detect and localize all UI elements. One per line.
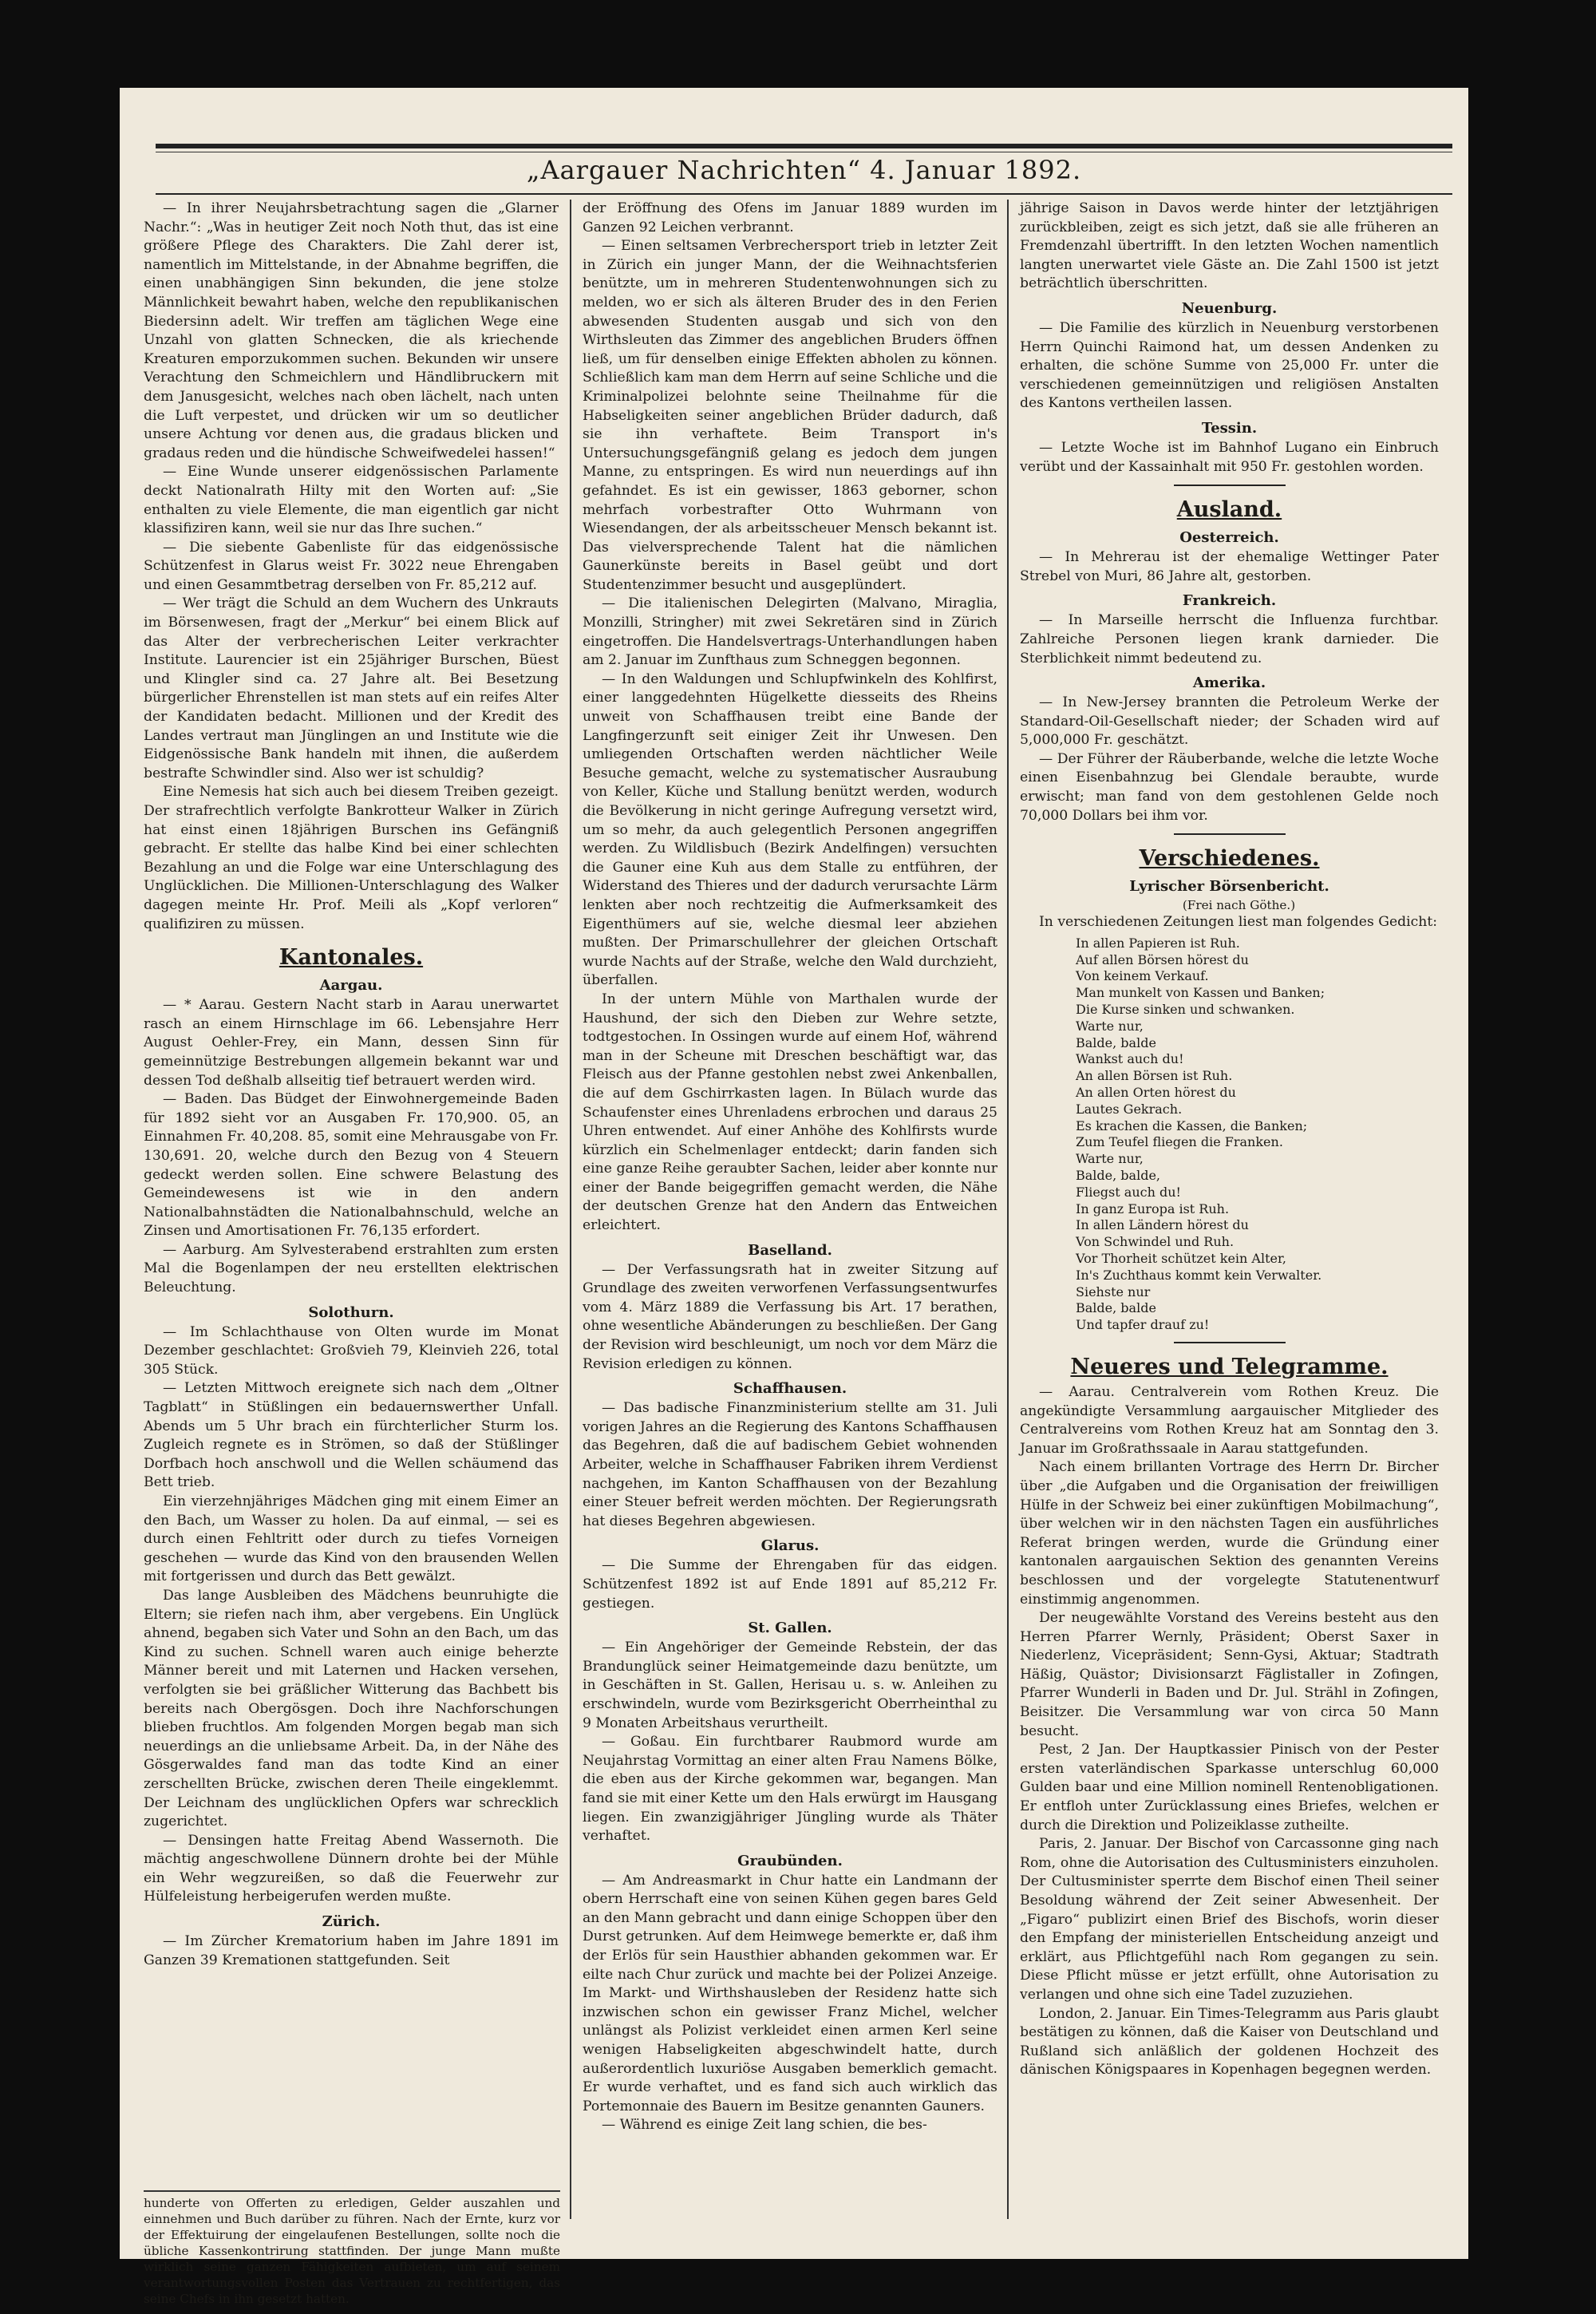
- poem-line: Man munkelt von Kassen und Banken;: [1076, 985, 1325, 1001]
- poem-line: An allen Börsen ist Ruh.: [1076, 1068, 1233, 1084]
- header-rule: [156, 193, 1452, 195]
- poem-line: Balde, balde: [1076, 1034, 1156, 1050]
- poem: [1076, 935, 1439, 1334]
- column-1: [144, 200, 559, 2219]
- article-paragraph: jährige Saison in Davos werde hinter der letztjährigen zurückbleiben, zeigt es sich jetzt, daß sie alle früheren an Fremdenzahl übertrifft. In den letzten Wochen namentlich langten unerwartet viele Gäste an. Die Zahl 1500 ist jetzt beträchtlich überschritten.: [1020, 200, 1439, 292]
- subsection-heading: Solothurn.: [308, 1303, 394, 1321]
- page-header: „Aargauer Nachrichten“ 4. Januar 1892.: [526, 155, 1082, 185]
- subsection-heading: Schaffhausen.: [733, 1380, 847, 1398]
- subsection-heading: Graubünden.: [737, 1852, 843, 1869]
- article-paragraph: — Densingen hatte Freitag Abend Wassernoth. Die mächtig angeschwollene Dünnern drohte bei der Mühle ein Wehr wegzureißen, so daß die Feuerwehr zur Hülfeleistung herbeigerufen werden mußte.: [144, 1832, 559, 1905]
- column-2: [583, 200, 998, 2219]
- subsection-heading: Frankreich.: [1182, 592, 1277, 610]
- subsection-heading: Zürich.: [322, 1913, 381, 1931]
- subsection-heading: Oesterreich.: [1179, 529, 1279, 547]
- column-divider: [1007, 200, 1009, 2219]
- article-paragraph: Der neugewählte Vorstand des Vereins besteht aus den Herren Pfarrer Wernly, Präsident; Oberst Saxer in Niederlenz, Vicepräsident; Senn-Gysi, Aktuar; Stadtrath Häßig, Quästor; Divisionsarzt Fäglistaller in Zofingen, Pfarrer Wunderli in Baden und Dr. Jul. Strähl in Zofingen, Beisitzer. Die Versammlung war von circa 50 Mann besucht.: [1020, 1610, 1439, 1739]
- article-paragraph: — Am Andreasmarkt in Chur hatte ein Landmann der obern Herrschaft eine von seinen Kühen gegen bares Geld an den Mann gebracht und dann einige Schoppen über den Durst getrunken. Auf dem Heimwege bemerkte er, daß ihm der Erlös für sein Hausthier abhanden gekommen war. Er eilte nach Chur zurück und machte bei der Polizei Anzeige. Im Markt- und Wirthshausleben der Residenz hatte sich inzwischen schon ein gewisser Franz Michel, welcher unlängst als Polizist verkleidet einen armen Kerl seine wenigen Habseligkeiten abgeschwindelt hatte, durch außerordentlich luxuriöse Ausgaben bemerklich gemacht. Er wurde verhaftet, und es fand sich auch wirklich das Portemonnaie des Bauern im Besitze genannten Gauners.: [583, 1872, 998, 2114]
- article-paragraph: — Im Schlachthause von Olten wurde im Monat Dezember geschlachtet: Großvieh 79, Kleinvieh 226, total 305 Stück.: [144, 1323, 559, 1378]
- subsection-heading: St. Gallen.: [748, 1620, 832, 1637]
- poem-line: Balde, balde,: [1076, 1168, 1160, 1183]
- article-paragraph: — Ein Angehöriger der Gemeinde Rebstein, der das Brandunglück seiner Heimatgemeinde dazu benützte, um in Geschäften in St. Gallen, Herisau u. s. w. Anleihen zu erschwindeln, wurde vom Bezirksgericht Oberrheinthal zu 9 Monaten Arbeitshaus verurtheilt.: [583, 1640, 998, 1731]
- poem-line: In allen Papieren ist Ruh.: [1076, 935, 1240, 951]
- poem-line: Warte nur,: [1076, 1018, 1144, 1034]
- article-paragraph: — Eine Wunde unserer eidgenössischen Parlamente deckt Nationalrath Hilty mit den Worten auf: „Sie enthalten zu viele Elemente, die man eigentlich gar nicht klassifiziren kann, weil sie nur das Ihre suchen.“: [144, 464, 559, 537]
- article-paragraph: — Während es einige Zeit lang schien, die bes-: [602, 2117, 927, 2134]
- article-paragraph: Paris, 2. Januar. Der Bischof von Carcassonne ging nach Rom, ohne die Autorisation des Cultusministers einzuholen. Der Cultusminister sperrte dem Bischof einen Theil seiner Besoldung während der Zeit seiner Abwesenheit. Der „Figaro“ publizirt einen Brief des Bischofs, worin dieser den Empfang der ministeriellen Entscheidung anzeigt und erklärt, aus Pflichtgefühl nach Rom gegangen zu sein. Diese Pflicht müsse er jetzt erfüllt, ohne Autorisation zu verlangen und ohne sich eine Tadel zuzuziehen.: [1020, 1836, 1439, 2003]
- poem-line: Lautes Gekrach.: [1076, 1101, 1183, 1117]
- section-heading: Neueres und Telegramme.: [1070, 1354, 1389, 1379]
- article-paragraph: — Einen seltsamen Verbrechersport trieb in letzter Zeit in Zürich ein junger Mann, der die Weihnachtsferien benützte, um in mehreren Studentenwohnungen sich zu melden, wo er sich als älteren Bruder des in den Ferien abwesenden Studenten ausgab und sich von den Wirthsleuten das Zimmer des angeblichen Bruders öffnen ließ, um für denselben einige Effekten abholen zu können. Schließlich kam man dem Herrn auf seine Schliche und die Kriminalpolizei belohnte seine Theilnahme für die Habseligkeiten seiner angeblichen Brüder dadurch, daß sie ihn verhaftete. Beim Transport in's Untersuchungsgefängniß gelang es jedoch dem jungen Manne, zu entspringen. Es wird nun neuerdings auf ihn gefahndet. Es ist ein gewisser, 1863 geborner, schon mehrfach vorbestrafter Otto Wuhrmann von Wiesendangen, der als arbeitsscheuer Mensch bekannt ist. Das vielversprechende Talent hat die nämlichen Gaunerkünste bereits in Basel geübt und dort Studentenzimmer besucht und ausgeplündert.: [583, 238, 998, 593]
- article-paragraph: Nach einem brillanten Vortrage des Herrn Dr. Bircher über „die Aufgaben und die Organisation der freiwilligen Hülfe in der Schweiz bei einer zukünftigen Mobilmachung“, über welchen wir in den nächsten Tagen ein ausführliches Referat bringen werden, wurde die Gründung einer kantonalen aargauischen Sektion des genannten Vereins beschlossen und der vorgelegte Statutenentwurf einstimmig angenommen.: [1020, 1459, 1439, 1608]
- article-paragraph: Pest, 2 Jan. Der Hauptkassier Pinisch von der Pester ersten vaterländischen Sparkasse unterschlug 60,000 Gulden baar und eine Million nominell Rentenobligationen. Er entfloh unter Zurücklassung eines Briefes, welchen er durch die Direktion und Polizeiklasse zutheilte.: [1020, 1742, 1439, 1833]
- poem-line: Und tapfer drauf zu!: [1076, 1317, 1210, 1333]
- section-separator: [1174, 485, 1286, 486]
- poem-intro: In verschiedenen Zeitungen liest man folgendes Gedicht:: [1039, 914, 1438, 931]
- section-heading: Ausland.: [1176, 497, 1282, 523]
- article-paragraph: Das lange Ausbleiben des Mädchens beunruhigte die Eltern; sie riefen nach ihm, aber vergebens. Ein Unglück ahnend, begaben sich Vater und Sohn an den Bach, um das Kind zu suchen. Schnell waren auch einige beherzte Männer bereit und mit Laternen und Hacken versehen, verfolgten sie bei gräßlicher Witterung das Bachbett bis bereits nach Obergösgen. Doch ihre Nachforschungen blieben fruchtlos. Am folgenden Morgen begab man sich neuerdings an die unliebsame Arbeit. Da, in der Nähe des Gösgerwaldes fand man das todte Kind an einer zerschellten Brücke, zwischen deren Theile eingeklemmt. Der Leichnam des unglücklichen Opfers war schrecklich zugerichtet.: [144, 1587, 559, 1830]
- subsection-heading: Baselland.: [748, 1241, 832, 1259]
- column-divider: [570, 200, 571, 2219]
- feuilleton-rule: [144, 2190, 560, 2192]
- section-separator: [1174, 1342, 1286, 1343]
- article-paragraph: — Die Familie des kürzlich in Neuenburg verstorbenen Herrn Quinchi Raimond hat, um dessen Andenken zu erhalten, die schöne Summe von 25,000 Fr. unter die verschiedenen gemeinnützigen und religiösen Anstalten des Kantons vertheilen lassen.: [1020, 319, 1439, 412]
- feuilleton-text: hunderte von Offerten zu erledigen, Gelder auszahlen und einnehmen und Buch darüber zu führen. Nach der Ernte, kurz vor der Effektuirung der eingelaufenen Bestellungen, sollte noch die übliche Kassenkontrirung stattfinden. Der junge Mann mußte wirklich seine ganzen Fähigkeiten aufbieten, um auf seinem verantwortungsvollen Posten das Vertrauen zu rechtfertigen, das seine Chefs in ihn gesetzt hatten.: [144, 2196, 560, 2306]
- article-paragraph: — * Aarau. Gestern Nacht starb in Aarau unerwartet rasch an einem Hirnschlage im 66. Lebensjahre Herr August Oehler-Frey, ein Mann, dessen Sinn für gemeinnützige Bestrebungen allgemein bekannt war und dessen Tod deßhalb allseitig tief betrauert werden wird.: [144, 997, 559, 1089]
- feuilleton-fragment: [144, 2195, 560, 2306]
- article-paragraph: — Aarau. Centralverein vom Rothen Kreuz. Die angekündigte Versammlung aargauischer Mitglieder des Centralvereins vom Rothen Kreuz hat am Sonntag den 3. Januar im Großrathssaale in Aarau stattgefunden.: [1020, 1383, 1439, 1457]
- article-paragraph: — In Marseille herrscht die Influenza furchtbar. Zahlreiche Personen liegen krank darnieder. Die Sterblichkeit nimmt bedeutend zu.: [1020, 612, 1439, 667]
- newspaper-page: [120, 88, 1468, 2306]
- subsection-heading: Amerika.: [1192, 674, 1266, 692]
- article-paragraph: — Die Summe der Ehrengaben für das eidgen. Schützenfest 1892 ist auf Ende 1891 auf 85,212 Fr. gestiegen.: [583, 1557, 998, 1612]
- poem-line: Es krachen die Kassen, die Banken;: [1076, 1117, 1308, 1133]
- article-paragraph: Eine Nemesis hat sich auch bei diesem Treiben gezeigt. Der strafrechtlich verfolgte Bankrotteur Walker in Zürich hat einst einen 18jährigen Burschen ins Gefängniß gebracht. Er stellte das halbe Kind bei einer schlechten Bezahlung an und die Folge war eine Unterschlagung des Unglücklichen. Die Millionen-Unterschlagung des Walker dagegen meinte Hr. Prof. Meili als „Kopf verloren“ qualifiziren zu müssen.: [144, 784, 559, 932]
- poem-line: Balde, balde: [1076, 1300, 1156, 1316]
- article-paragraph: — Das badische Finanzministerium stellte am 31. Juli vorigen Jahres an die Regierung des Kantons Schaffhausen das Begehren, daß die auf badischem Gebiet wohnenden Arbeiter, welche in Schaffhauser Fabriken ihrem Verdienst nachgehen, im Kanton Schaffhausen von der Bezahlung einer Steuer befreit werden möchten. Der Regierungsrath hat dieses Begehren abgewiesen.: [583, 1400, 998, 1529]
- poem-line: Wankst auch du!: [1076, 1051, 1184, 1067]
- poem-title: Lyrischer Börsenbericht.: [1129, 878, 1329, 896]
- article-paragraph: — Wer trägt die Schuld an dem Wuchern des Unkrauts im Börsenwesen, fragt der „Merkur“ bei einem Blick auf das Alter der verbrecherischen Leiter verkrachter Institute. Laurencier ist ein 25jähriger Burschen, Büest und Klingler sind ca. 27 Jahre alt. Bei Besetzung bürgerlicher Ehrenstellen ist man stets auf ein reifes Alter der Kandidaten bedacht. Millionen und der Kredit des Landes vertraut man Jünglingen an und Institute wie die Eidgenössische Bank handeln mit ihnen, die außerdem bestrafte Schwindler sind. Also wer ist schuldig?: [144, 595, 559, 781]
- top-rule: [156, 144, 1452, 148]
- column-3: [1020, 200, 1439, 2219]
- poem-line: Auf allen Börsen hörest du: [1076, 951, 1249, 967]
- article-paragraph: In der untern Mühle von Marthalen wurde der Haushund, der sich den Dieben zur Wehre setzte, todtgestochen. In Ossingen wurde auf einem Hof, während man in der Scheune mit Dreschen beschäftigt war, das Fleisch aus der Pfanne gestohlen nebst zwei Ankenballen, die auf dem Gschirrkasten lagen. In Bülach wurde das Schaufenster eines Uhrenladens erbrochen und daraus 25 Uhren entwendet. Auf einer Anhöhe des Kohlfirsts wurde kürzlich ein Schelmenlager entdeckt; darin fanden sich eine ganze Reihe geraubter Sachen, leider aber konnte nur einer der Bande beigegriffen gemacht werden, die Nähe der deutschen Grenze hat den Andern das Entweichen erleichtert.: [583, 991, 998, 1234]
- article-paragraph: — In ihrer Neujahrsbetrachtung sagen die „Glarner Nachr.“: „Was in heutiger Zeit noch Noth thut, das ist eine größere Pflege des Charakters. Die Zahl derer ist, namentlich im Mittelstande, in der Abnahme begriffen, die einen unabhängigen Sinn bekunden, die jene stolze Männlichkeit bewahrt haben, welche den republikanischen Biedersinn adelt. Wir treffen am täglichen Wege eine Unzahl von glatten Schnecken, die als kriechende Kreaturen emporzukommen suchen. Bekunden wir unsere Verachtung den Schmeichlern und Händlibruckern mit dem Janusgesicht, welches nach oben lächelt, nach unten die Luft verpestet, und drücken wir um so deutlicher unsere Achtung vor denen aus, die gradaus blicken und gradaus reden und die hündische Schweifwedelei hassen!“: [144, 200, 559, 461]
- poem-subtitle: (Frei nach Göthe.): [1182, 898, 1296, 913]
- poem-line: Zum Teufel fliegen die Franken.: [1076, 1134, 1283, 1150]
- poem-line: Von keinem Verkauf.: [1076, 968, 1209, 984]
- poem-line: In's Zuchthaus kommt kein Verwalter.: [1076, 1267, 1322, 1283]
- article-paragraph: Ein vierzehnjähriges Mädchen ging mit einem Eimer an den Bach, um Wasser zu holen. Da auf einmal, — sei es durch einen Fehltritt oder durch zu tiefes Vorneigen geschehen — wurde das Kind von den brausenden Wellen mit fortgerissen und durch das Bett gewälzt.: [144, 1493, 559, 1585]
- poem-line: Von Schwindel und Ruh.: [1076, 1234, 1235, 1250]
- subsection-heading: Tessin.: [1201, 419, 1258, 437]
- poem-line: Vor Thorheit schützet kein Alter,: [1076, 1250, 1286, 1266]
- subsection-heading: Neuenburg.: [1181, 299, 1278, 317]
- article-paragraph: — Die siebente Gabenliste für das eidgenössische Schützenfest in Glarus weist Fr. 3022 neue Ehrengaben und einen Gesammtbetrag derselben von Fr. 85,212 auf.: [144, 539, 559, 593]
- article-paragraph: — In New-Jersey brannten die Petroleum Werke der Standard-Oil-Gesellschaft nieder; der Schaden wird auf 5,000,000 Fr. geschätzt.: [1020, 694, 1439, 749]
- article-paragraph: — Goßau. Ein furchtbarer Raubmord wurde am Neujahrstag Vormittag an einer alten Frau Namens Bölke, die eben aus der Kirche gekommen war, begangen. Man fand sie mit einer Kette um den Hals erwürgt im Hausgang liegen. Ein zwanzigjähriger Jüngling wurde als Thäter verhaftet.: [583, 1734, 998, 1845]
- subsection-heading: Glarus.: [760, 1537, 820, 1555]
- article-paragraph: — Der Verfassungsrath hat in zweiter Sitzung auf Grundlage des zweiten verworfenen Verfassungsentwurfes vom 4. März 1889 die Verfassung bis Art. 17 berathen, ohne wesentliche Abänderungen zu beschließen. Der Gang der Revision wird beschleunigt, um noch vor dem März die Revision erledigen zu können.: [583, 1261, 998, 1372]
- article-paragraph: — Der Führer der Räuberbande, welche die letzte Woche einen Eisenbahnzug bei Glendale beraubte, wurde erwischt; man fand von dem gestohlenen Gelde noch 70,000 Dollars bei ihm vor.: [1020, 750, 1439, 824]
- poem-line: Fliegst auch du!: [1076, 1184, 1181, 1200]
- poem-line: Die Kurse sinken und schwanken.: [1076, 1002, 1295, 1018]
- article-paragraph: — In Mehrerau ist der ehemalige Wettinger Pater Strebel von Muri, 86 Jahre alt, gestorben.: [1020, 549, 1439, 584]
- subsection-heading: Aargau.: [319, 977, 383, 995]
- poem-line: An allen Orten hörest du: [1076, 1085, 1236, 1101]
- section-separator: [1174, 833, 1286, 835]
- article-paragraph: — In den Waldungen und Schlupfwinkeln des Kohlfirst, einer langgedehnten Hügelkette diesseits des Rheins unweit von Schaffhausen treibt eine Bande der Langfingerzunft seit einiger Zeit ihr Unwesen. Den umliegenden Ortschaften werden nächtlicher Weile Besuche gemacht, welche zu systematischer Ausraubung von Keller, Küche und Stallung benützt werden, wodurch die Bevölkerung in nicht geringe Aufregung versetzt wird, um so mehr, da auch gelegentlich Personen angegriffen werden. Zu Wildlisbuch (Bezirk Andelfingen) versuchten die Gauner eine Kuh aus dem Stalle zu entführen, der Widerstand des Thieres und der dadurch verursachte Lärm lenkten aber noch rechtzeitig die Aufmerksamkeit des Eigenthümers auf sie, welche diesmal leer abziehen mußten. Der Primarschullehrer der gleichen Ortschaft wurde Nachts auf der Straße, welche den Wald durchzieht, überfallen.: [583, 670, 998, 989]
- poem-line: Siehste nur: [1076, 1284, 1151, 1299]
- article-paragraph: — Baden. Das Büdget der Einwohnergemeinde Baden für 1892 sieht vor an Ausgaben Fr. 170,900. 05, an Einnahmen Fr. 40,208. 85, somit eine Mehrausgabe von Fr. 130,691. 20, welche durch den Bezug von 4 Steuern gedeckt werden sollen. Eine schwere Belastung des Gemeindewesens ist wie in den andern Nationalbahnstädten die Nationalbahnschuld, welche an Zinsen und Amortisationen Fr. 76,135 erfordert.: [144, 1091, 559, 1240]
- article-paragraph: — Die italienischen Delegirten (Malvano, Miraglia, Monzilli, Stringher) mit zwei Sekretären sind in Zürich eingetroffen. Die Handelsvertrags-Unterhandlungen haben am 2. Januar im Zunfthaus zum Schneggen begonnen.: [583, 595, 998, 669]
- article-paragraph: London, 2. Januar. Ein Times-Telegramm aus Paris glaubt bestätigen zu können, daß die Kaiser von Deutschland und Rußland sich anläßlich der goldenen Hochzeit des dänischen Königspaares in Kopenhagen begegnen werden.: [1020, 2005, 1439, 2079]
- article-paragraph: — Letzte Woche ist im Bahnhof Lugano ein Einbruch verübt und der Kassainhalt mit 950 Fr. gestohlen worden.: [1020, 439, 1439, 475]
- article-paragraph: — Aarburg. Am Sylvesterabend erstrahlten zum ersten Mal die Bogenlampen der neu erstellten elektrischen Beleuchtung.: [144, 1241, 559, 1296]
- section-heading: Verschiedenes.: [1139, 846, 1320, 872]
- article-paragraph: der Eröffnung des Ofens im Januar 1889 wurden im Ganzen 92 Leichen verbrannt.: [583, 200, 998, 235]
- poem-line: In ganz Europa ist Ruh.: [1076, 1201, 1230, 1216]
- poem-line: Warte nur,: [1076, 1151, 1144, 1167]
- poem-line: In allen Ländern hörest du: [1076, 1217, 1249, 1233]
- article-paragraph: — Letzten Mittwoch ereignete sich nach dem „Oltner Tagblatt“ in Stüßlingen ein bedauernswerther Unfall. Abends um 5 Uhr brach ein fürchterlicher Sturm los. Zugleich regnete es in Strömen, so daß der Stüßlinger Dorfbach hoch anschwoll und die Wellen schäumend das Bett trieb.: [144, 1380, 559, 1491]
- article-paragraph: — Im Zürcher Krematorium haben im Jahre 1891 im Ganzen 39 Kremationen stattgefunden. Seit: [144, 1933, 559, 1968]
- section-heading: Kantonales.: [279, 945, 424, 971]
